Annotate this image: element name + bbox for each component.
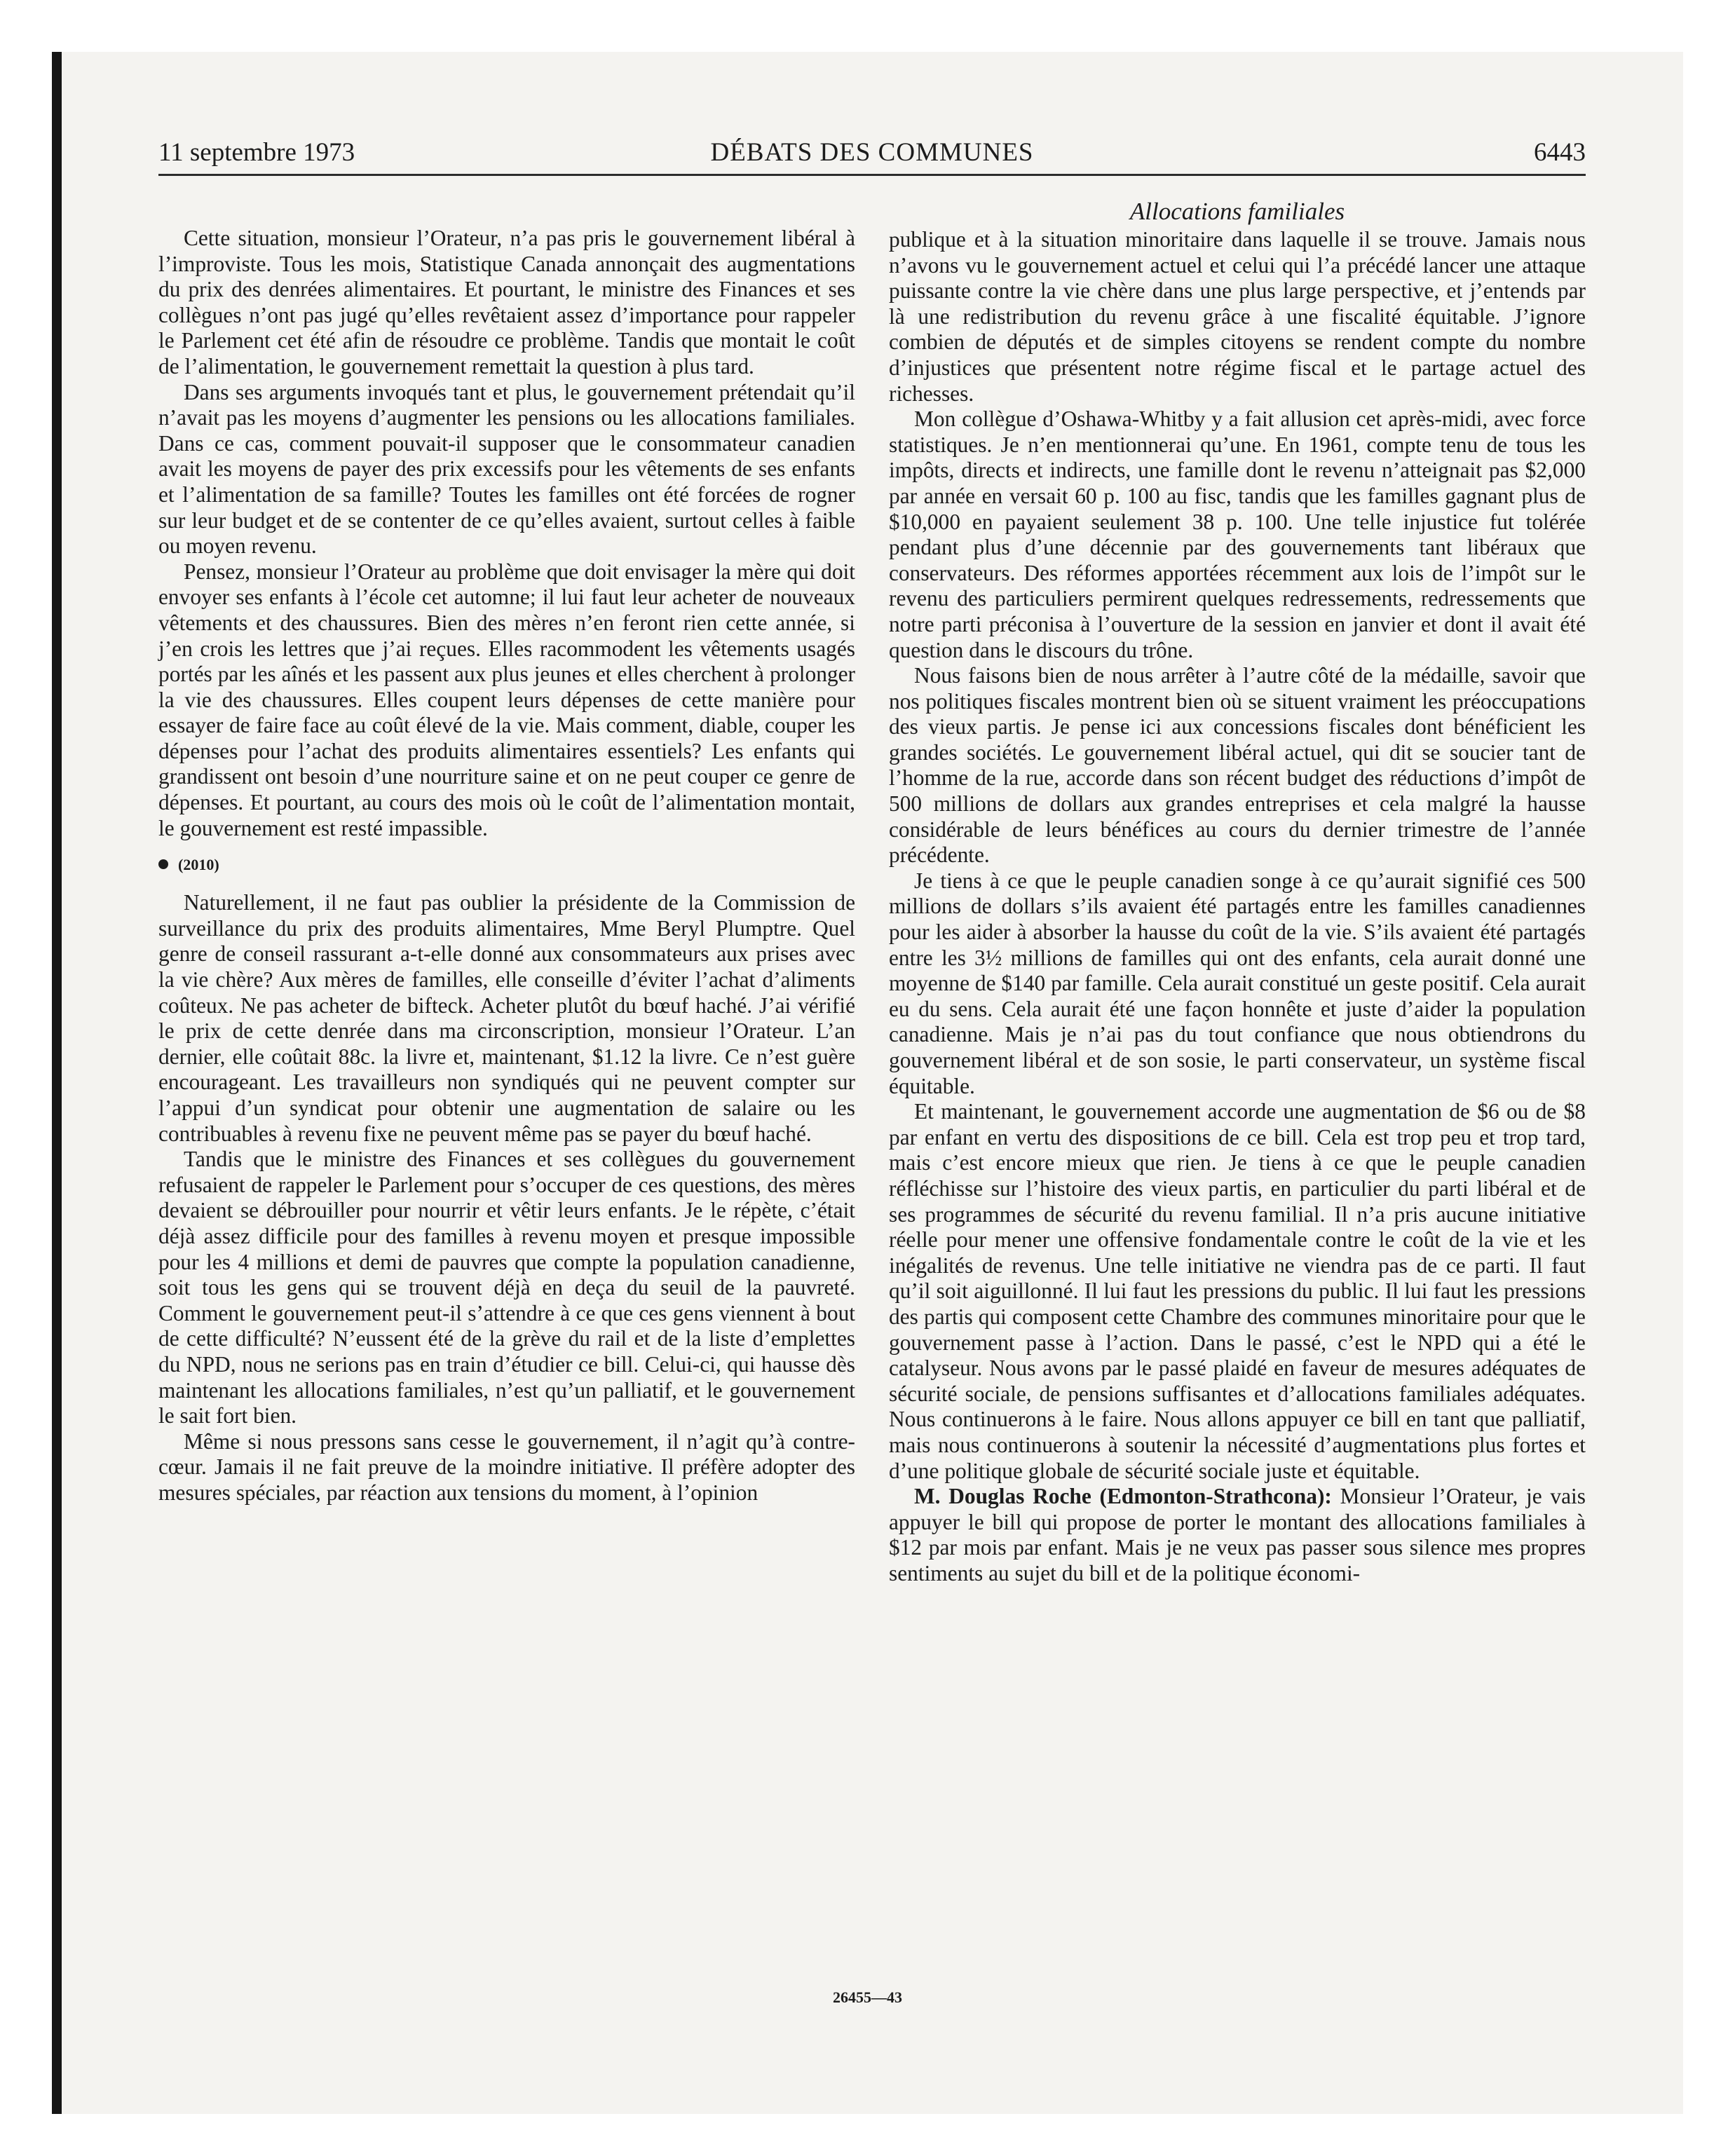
time-marker-text: (2010) [178,856,219,874]
right-paragraph-4: Je tiens à ce que le peuple canadien songe à ce qu’aurait signifié ces 500 millions de dollars s’ils avaient été partagés entre les familles canadiennes pour les aider à absorber la hausse du coût de la vie. S’ils avaient été partagés entre les 3½ millions de familles qui ont des enfants, cela aurait donné une moyenne de $140 par famille. Cela aurait constitué un geste positif. Cela aurait eu du sens. Cela aurait été une façon honnête et juste d’aider la population canadienne. Mais je n’ai pas du tout confiance que nous obtiendrons du gouvernement libéral et de son sosie, le parti conservateur, un système fiscal équitable. [889,868,1586,1098]
page-footer-code: 26455—43 [833,1988,902,2006]
speech-paragraph [889,1484,1586,1586]
bullet-dot-icon [158,859,168,869]
right-paragraph-1: publique et à la situation minoritaire dans laquelle il se trouve. Jamais nous n’avons vu le gouvernement actuel et celui qui l’a précédé lancer une attaque puissante contre la vie chère dans une plus large perspective, et j’entends par là une redistribution du revenu grâce à une fiscalité équitable. J’ignore combien de députés et de simples citoyens se rendent compte du nombre d’injustices que présentent notre régime fiscal et le partage actuel des richesses. [889,227,1586,406]
header-page-number: 6443 [1534,138,1586,167]
section-subheading: Allocations familiales [1129,198,1345,225]
right-column [889,227,1586,1586]
scan-edge-bar [52,52,62,2114]
left-paragraph-3: Pensez, monsieur l’Orateur au problème que doit envisager la mère qui doit envoyer ses enfants à l’école cet automne; il lui faut leur acheter de nouveaux vêtements et des chaussures. Bien des mères n’en feront rien cette année, si j’en crois les lettres que j’ai reçues. Elles racommodent les vêtements usagés portés par les aînés et les passent aux plus jeunes et elles cherchent à prolonger la vie des chaussures. Elles coupent leurs dépenses de cette manière pour essayer de faire face au coût élevé de la vie. Mais comment, diable, couper les dépenses pour l’achat des produits alimentaires essentiels? Les enfants qui grandissent ont besoin d’une nourriture saine et on ne peut couper ce genre de dépenses. Et pourtant, au cours des mois où le coût de l’alimentation montait, le gouvernement est resté impassible. [158,559,855,840]
right-paragraph-3: Nous faisons bien de nous arrêter à l’autre côté de la médaille, savoir que nos politiques fiscales montrent bien où se situent vraiment les préoccupations des vieux partis. Je pense ici aux concessions fiscales dont bénéficient les grandes sociétés. Le gouvernement libéral actuel, qui dit se soucier tant de l’homme de la rue, accorde dans son récent budget des réductions d’impôt de 500 millions de dollars aux grandes entreprises et cela malgré la hausse considérable de leurs bénéfices au cours du dernier trimestre de l’année précédente. [889,663,1586,868]
speaker-name: M. Douglas Roche (Edmonton-Strathcona): [914,1484,1332,1509]
header-title: DÉBATS DES COMMUNES [710,138,1034,167]
left-column [158,226,855,1506]
left-paragraph-1: Cette situation, monsieur l’Orateur, n’a pas pris le gouvernement libéral à l’improviste. Tous les mois, Statistique Canada annonçait des augmentations du prix des denrées alimentaires. Et pourtant, le ministre des Finances et ses collègues n’ont pas jugé qu’elles revêtaient assez d’importance pour rappeler le Parlement cet été afin de résoudre ce problème. Tandis que montait le coût de l’alimentation, le gouvernement remettait la question à plus tard. [158,226,855,378]
left-paragraph-2: Dans ses arguments invoqués tant et plus, le gouvernement prétendait qu’il n’avait pas les moyens d’augmenter les pensions ou les allocations familiales. Dans ce cas, comment pouvait-il supposer que le consommateur canadien avait les moyens de payer des prix excessifs pour les vêtements de ses enfants et l’alimentation de sa famille? Toutes les familles ont été forcées de rogner sur leur budget et de se contenter de ce qu’elles avaient, surtout celles à faible ou moyen revenu. [158,379,855,559]
left-paragraph-6: Même si nous pressons sans cesse le gouvernement, il n’agit qu’à contre-cœur. Jamais il ne fait preuve de la moindre initiative. Il préfère adopter des mesures spéciales, par réaction aux tensions du moment, à l’opinion [158,1428,855,1505]
right-paragraph-5: Et maintenant, le gouvernement accorde une augmentation de $6 ou de $8 par enfant en vertu des dispositions de ce bill. Cela est trop peu et trop tard, mais c’est encore mieux que rien. Je tiens à ce que le peuple canadien réfléchisse sur l’histoire des vieux partis, en particulier du parti libéral et de ses programmes de sécurité du revenu familial. Il n’a pris aucune initiative réelle pour mener une offensive fondamentale contre le coût de la vie et les inégalités de revenus. Une telle initiative ne viendra pas de ce parti. Il faut qu’il soit aiguillonné. Il lui faut les pressions du public. Il lui faut les pressions des partis qui composent cette Chambre des communes minoritaire pour que le gouvernement passe à l’action. Dans le passé, c’est le NPD qui a été le catalyseur. Nous avons par le passé plaidé en faveur de mesures adéquates de sécurité sociale, de pensions suffisantes et d’allocations familiales adéquates. Nous continuerons à le faire. Nous allons appuyer ce bill en tant que palliatif, mais nous continuerons à soutenir la nécessité d’augmentations plus fortes et d’une politique globale de sécurité sociale juste et équitable. [889,1099,1586,1483]
page-header [158,137,1586,176]
left-paragraph-4: Naturellement, il ne faut pas oublier la présidente de la Commission de surveillance du prix des produits alimentaires, Mme Beryl Plumptre. Quel genre de conseil rassurant a-t-elle donné aux consommateurs aux prises avec la vie chère? Aux mères de familles, elle conseille d’éviter l’achat d’aliments coûteux. Ne pas acheter de bifteck. Acheter plutôt du bœuf haché. J’ai vérifié le prix de cette denrée dans ma circonscription, monsieur l’Orateur. L’an dernier, elle coûtait 88c. la livre et, maintenant, $1.12 la livre. Ce n’est guère encourageant. Les travailleurs non syndiqués qui ne peuvent compter sur l’appui d’un syndicat pour obtenir une augmentation de salaire ou les contribuables à revenu fixe ne peuvent même pas se payer du bœuf haché. [158,890,855,1146]
left-paragraph-5: Tandis que le ministre des Finances et ses collègues du gouvernement refusaient de rappeler le Parlement pour s’occuper de ces questions, des mères devaient se débrouiller pour nourrir et vêtir leurs enfants. Je le répète, c’était déjà assez difficile pour des familles à revenu moyen et presque impossible pour les 4 millions et demi de pauvres que compte la population canadienne, soit tous les gens qui se trouvent déjà en deça du seuil de la pauvreté. Comment le gouvernement peut-il s’attendre à ce que ces gens viennent à bout de cette difficulté? N’eussent été de la grève du rail et de la liste d’emplettes du NPD, nous ne serions pas en train d’étudier ce bill. Celui-ci, qui hausse dès maintenant les allocations familiales, n’est qu’un palliatif, et le gouvernement le sait fort bien. [158,1147,855,1428]
right-paragraph-2: Mon collègue d’Oshawa-Whitby y a fait allusion cet après-midi, avec force statistiques. Je n’en mentionnerai qu’une. En 1961, compte tenu de tous les impôts, directs et indirects, une famille dont le revenu n’atteignait pas $2,000 par année en versait 60 p. 100 au fisc, tandis que les familles gagnant plus de $10,000 en payaient seulement 38 p. 100. Une telle injustice fut tolérée pendant plus d’une décennie par des gouvernements tant libéraux que conservateurs. Des réformes apportées récemment aux lois de l’impôt sur le revenu des particuliers permirent quelques redressements, redressements que notre parti préconisa à l’ouverture de la session en janvier et dont il avait été question dans le discours du trône. [889,407,1586,662]
speech-text: Monsieur l’Orateur, je vais appuyer le bill qui propose de porter le montant des allocations familiales à $12 par mois par enfant. Mais je ne veux pas passer sous silence mes propres sentiments au sujet du bill et de la politique économi- [889,1484,1586,1585]
header-date: 11 septembre 1973 [158,138,355,167]
time-marker [158,854,855,876]
